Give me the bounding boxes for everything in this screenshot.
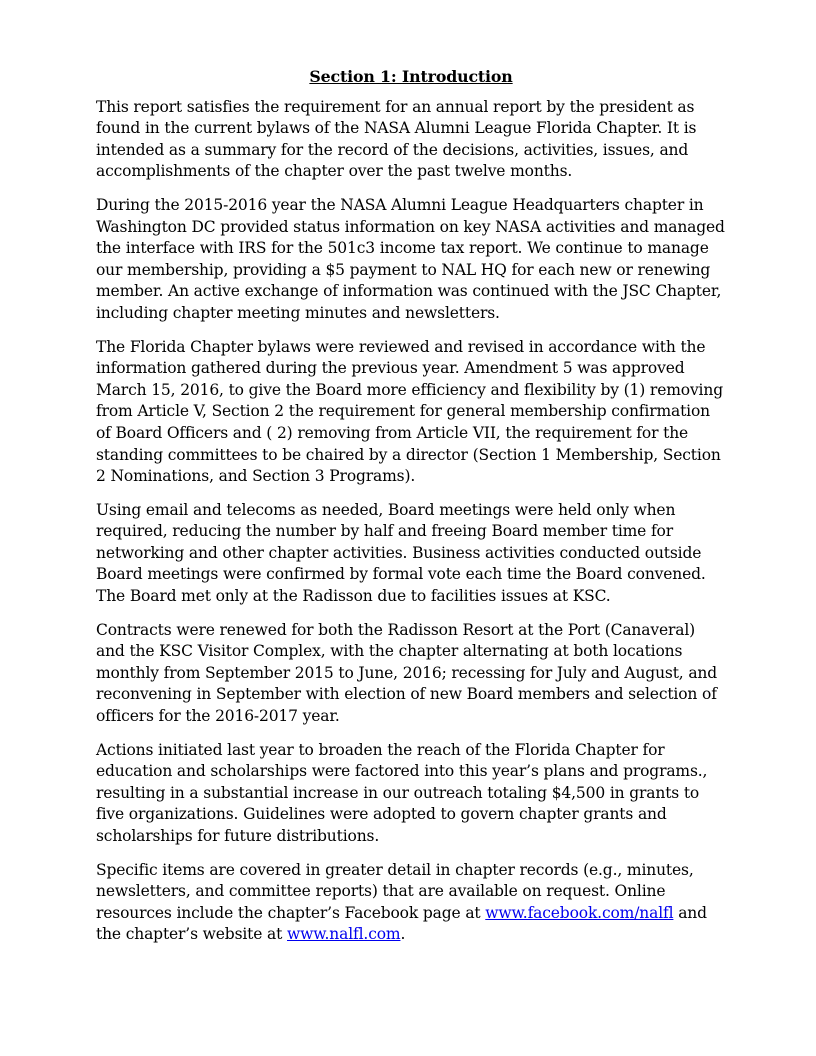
facebook-link[interactable]: www.facebook.com/nalfl: [485, 903, 674, 922]
paragraph-bylaws: The Florida Chapter bylaws were reviewed and revised in accordance with the information gathered during the previous year. Amendment 5 was approved March 15, 2016, to give the Board more efficiency and flexibility by (1) removing from Article V, Section 2 the requirement for general membership confirmation of Board Officers and ( 2) removing from Article VII, the requirement for the standing committees to be chaired by a director (Section 1 Membership, Section 2 Nominations, and Section 3 Programs).: [96, 337, 723, 486]
closing-text-end: .: [400, 925, 406, 944]
closing-text-middle: and the chapter’s website at: [96, 903, 707, 944]
document-body: [96, 66, 726, 958]
paragraph-online-resources: [96, 860, 726, 946]
paragraph-outreach: Actions initiated last year to broaden the reach of the Florida Chapter for education and scholarships were factored into this year’s plans and programs., resulting in a substantial increase in our outreach totaling $4,500 in grants to five organizations. Guidelines were adopted to govern chapter grants and scholarships for future distributions.: [96, 740, 708, 845]
paragraph-board-meetings: Using email and telecoms as needed, Board meetings were held only when required, reducing the number by half and freeing Board member time for networking and other chapter activities. Business activities conducted outside Board meetings were confirmed by formal vote each time the Board convened. The Board met only at the Radisson due to facilities issues at KSC.: [96, 500, 706, 606]
website-link[interactable]: www.nalfl.com: [287, 925, 401, 944]
section-title: Section 1: Introduction: [309, 67, 513, 86]
closing-text-intro: Specific items are covered in greater detail in chapter records (e.g., minutes, newsletters, and committee reports) that are available on request. Online resources include the chapter’s Facebook page at: [96, 860, 694, 922]
paragraph-headquarters: During the 2015-2016 year the NASA Alumni League Headquarters chapter in Washington DC provided status information on key NASA activities and managed the interface with IRS for the 501c3 income tax report. We continue to manage our membership, providing a $5 payment to NAL HQ for each new or renewing member. An active exchange of information was continued with the JSC Chapter, including chapter meeting minutes and newsletters.: [96, 195, 725, 322]
paragraph-contracts: Contracts were renewed for both the Radisson Resort at the Port (Canaveral) and the KSC Visitor Complex, with the chapter alternating at both locations monthly from September 2015 to June, 2016; recessing for July and August, and reconvening in September with election of new Board members and selection of officers for the 2016-2017 year.: [96, 620, 718, 726]
paragraph-report-purpose: This report satisfies the requirement for an annual report by the president as found in the current bylaws of the NASA Alumni League Florida Chapter. It is intended as a summary for the record of the decisions, activities, issues, and accomplishments of the chapter over the past twelve months.: [96, 97, 697, 181]
